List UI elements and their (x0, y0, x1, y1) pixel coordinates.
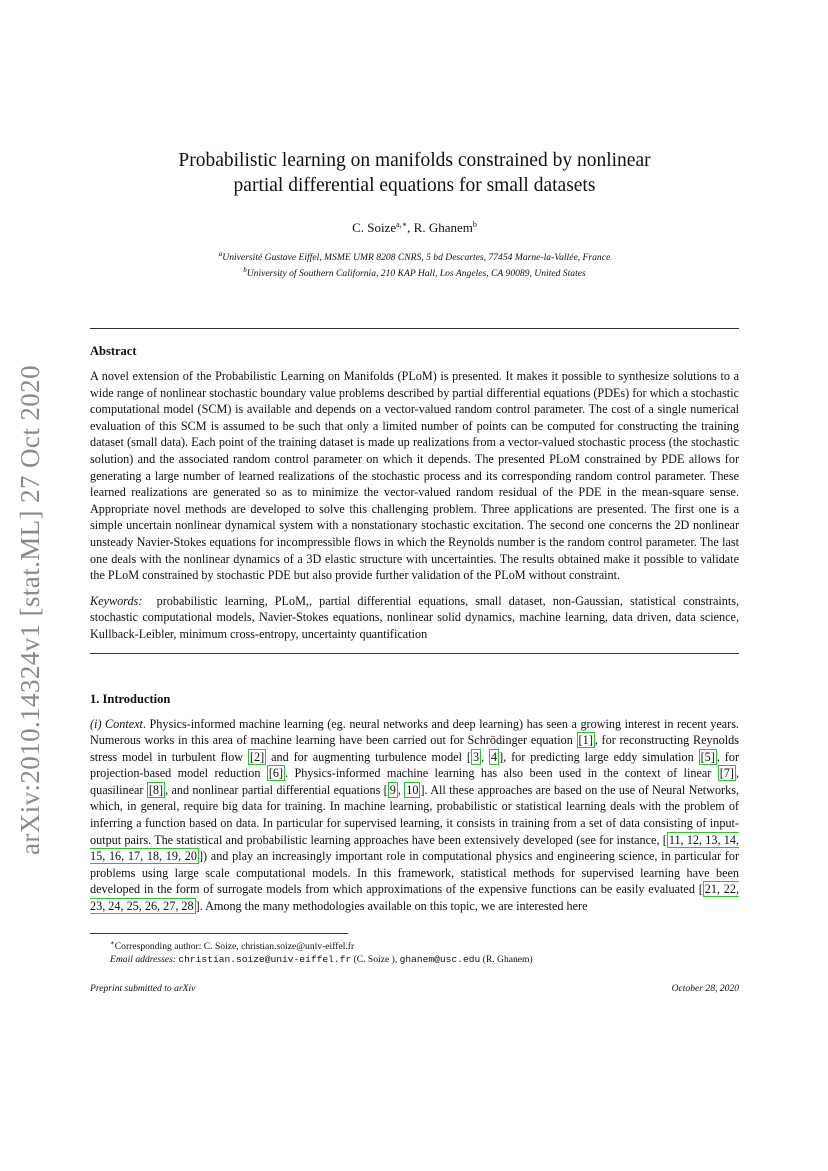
citation-link[interactable]: 4 (491, 749, 498, 764)
footnote-emails: Email addresses: christian.soize@univ-eiffel.fr (C. Soize ), ghanem@usc.edu (R. Ghanem) (110, 954, 533, 966)
affiliation-b: $^b$University of Southern California, 210 KAP Hall, Los Angeles, CA 90089, United States (243, 266, 586, 279)
citation-link[interactable]: [8] (148, 782, 164, 797)
citation-link[interactable]: [5] (700, 749, 715, 764)
arxiv-side-stamp: arXiv:2010.14324v1 [stat.ML] 27 Oct 2020 (15, 365, 45, 855)
citation-link[interactable]: 9 (389, 782, 396, 797)
footnote-corresponding: ∗Corresponding author: C. Soize, christian.soize@univ-eiffel.fr (110, 938, 355, 952)
footer-date: October 28, 2020 (671, 982, 739, 994)
keywords-text: probabilistic learning, PLoM,, partial differential equations, small dataset, non-Gaussian, statistical constraints, stochastic computational models, Navier-Stokes equations, nonlinear solid dynamics, machine learning, data driven, data science, Kullback-Leibler, minimum cross-entropy, uncertainty quantification (90, 593, 740, 641)
title-line-2: partial differential equations for small datasets (233, 175, 596, 196)
keywords-label: Keywords: (90, 593, 143, 608)
paper-title (90, 148, 739, 198)
citation-link[interactable]: [7] (719, 766, 734, 781)
footnote-divider (90, 933, 348, 934)
keywords (90, 593, 739, 643)
section-heading: 1. Introduction (90, 691, 171, 706)
citation-link[interactable]: 11, 12, 13, 14, 15, 16, 17, 18, 19, 20 (90, 832, 739, 864)
author-list: C. Soize$^{a,∗}$, R. Ghanem$^b$ (352, 220, 477, 235)
citation-link[interactable]: 10 (406, 782, 419, 797)
paper-page (90, 148, 739, 994)
email-link[interactable]: ghanem@usc.edu (399, 954, 481, 966)
divider (90, 328, 739, 329)
citation-link[interactable]: [2] (249, 749, 265, 764)
email-link[interactable]: christian.soize@univ-eiffel.fr (178, 954, 352, 966)
title-line-1: Probabilistic learning on manifolds constrained by nonlinear (178, 150, 651, 171)
affiliations (90, 248, 739, 280)
citation-link[interactable]: 3 (472, 749, 480, 764)
citation-link[interactable]: [6] (268, 766, 284, 781)
abstract-heading: Abstract (90, 344, 137, 358)
author-name: R. Ghanem (413, 220, 473, 235)
divider (90, 653, 739, 654)
citation-link[interactable]: [1] (578, 733, 593, 748)
author-name: C. Soize (352, 220, 397, 235)
affiliation-a: $^a$Université Gustave Eiffel, MSME UMR 8208 CNRS, 5 bd Descartes, 77454 Marne-la-Vallée, France (218, 250, 611, 263)
page-footer (90, 983, 739, 994)
abstract-text: A novel extension of the Probabilistic Learning on Manifolds (PLoM) is presented. It makes it possible to synthesize solutions to a wide range of nonlinear stochastic boundary value problems described by partial differential equations (PDEs) for which a stochastic computational model (SCM) is available and depends on a vector-valued random control parameter. The cost of a single numerical evaluation of this SCM is assumed to be such that only a limited number of points can be computed for constructing the training dataset (small data). Each point of the training dataset is made up realizations from a vector-valued stochastic process (the stochastic solution) and the associated random control parameter on which it depends. The presented PLoM constrained by PDE allows for generating a large number of learned realizations of the stochastic process and its corresponding random control parameter. These learned realizations are generated so as to minimize the vector-valued random residual of the PDE in the mean-square sense. Appropriate novel methods are developed to solve this challenging problem. Three applications are presented. The first one is a simple uncertain nonlinear dynamical system with a nonstationary stochastic excitation. The second one concerns the 2D nonlinear unsteady Navier-Stokes equations for incompressible flows in which the Reynolds number is the random control parameter. The last one deals with the nonlinear dynamics of a 3D elastic structure with uncertainties. The results obtained make it possible to validate the PLoM constrained by stochastic PDE but also provide further validation of the PLoM without constraint. (90, 369, 739, 583)
footnote (90, 937, 739, 967)
author-affil-mark: b (472, 220, 477, 229)
footer-left: Preprint submitted to arXiv (90, 982, 196, 994)
author-affil-mark: a,∗ (396, 220, 408, 229)
intro-paragraph: (i) Context. Physics-informed machine learning (eg. neural networks and deep learning) has seen a growing interest in recent years. Numerous works in this area of machine learning have been carried out for Schrödinger equation [1] , for reconstructing Reynolds stress model in turbulent flow [2] and for augmenting turbulence model [ 3 , 4 ], for predicting large eddy simulation [5] , for projection-based model reduction [6] . Physics-informed machine learning has also been used in the context of linear [7] , quasilinear [8] , and nonlinear partial differential equations [ 9 , 10 ]. All these approaches are based on the use of Neural Networks, which, in general, require big data for training. In machine learning, probabilistic or statistical learning deals with the problem of inferring a function based on data. In particular for supervised learning, it consists in training from a set of data consisting of input-output pairs. The statistical and probabilistic learning approaches have been extensively developed (see for instance, [ 11, 12, 13, 14, 15, 16, 17, 18, 19, 20 ]) and play an increasingly important role in computational physics and engineering science, in particular for problems using large scale computational models. In this framework, statistical methods for supervised learning have been developed in the form of surrogate models from which approximations of the expensive functions can be easily evaluated [ 21, 22, 23, 24, 25, 26, 27, 28 ]. Among the many methodologies available on this topic, we are interested here (90, 716, 740, 914)
citation-link[interactable]: 21, 22, 23, 24, 25, 26, 27, 28 (90, 882, 740, 914)
